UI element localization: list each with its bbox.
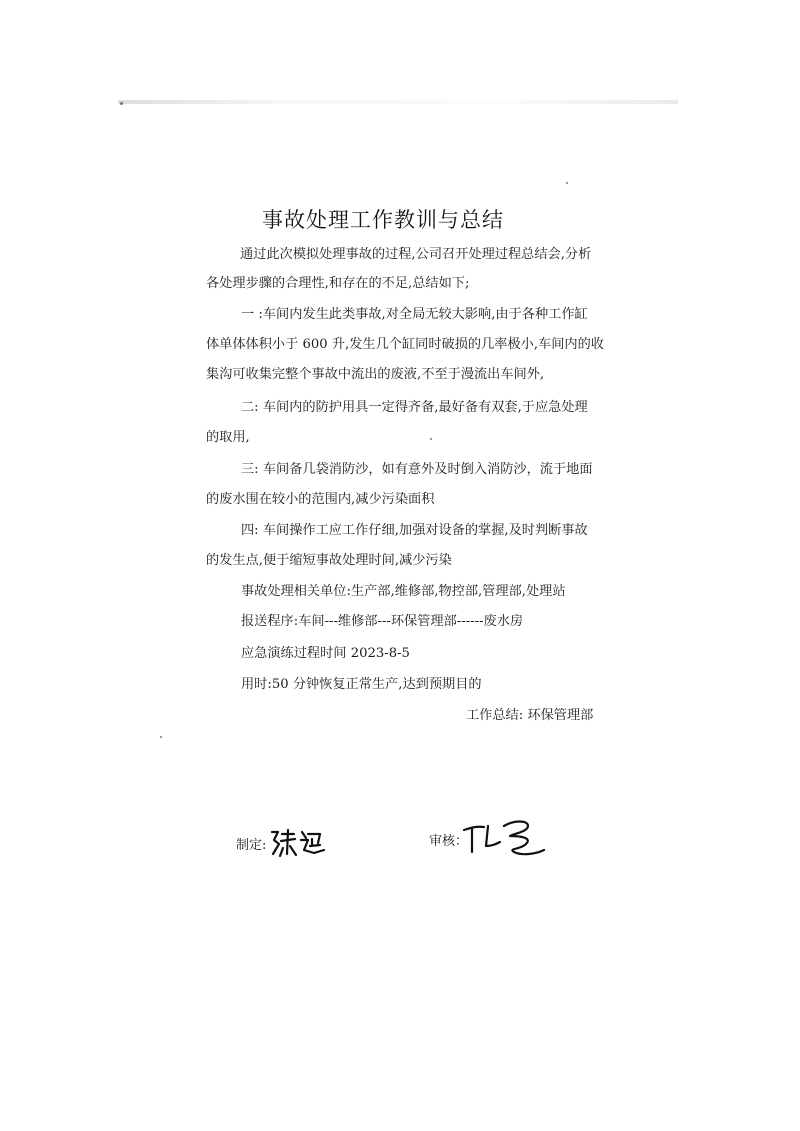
scan-speck [566, 182, 568, 184]
body-line: 报送程序:车间---维修部---环保管理部------废水房 [241, 614, 524, 629]
body-line: 集沟可收集完整个事故中流出的废液,不至于漫流出车间外, [206, 367, 545, 382]
body-line: 事故处理相关单位:生产部,维修部,物控部,管理部,处理站 [241, 584, 566, 599]
body-line: 各处理步骤的合理性,和存在的不足,总结如下; [206, 276, 470, 291]
body-line: 二: 车间内的防护用具一定得齐备,最好备有双套,于应急处理 [241, 400, 588, 415]
body-line: 应急演练过程时间 2023-8-5 [241, 646, 410, 661]
body-line: 通过此次模拟处理事故的过程,公司召开处理过程总结会,分析 [240, 247, 592, 262]
body-line: 的废水围在较小的范围内,减少污染面积 [206, 492, 435, 507]
reviewed-by-label: 审核： [429, 834, 469, 849]
scan-speck [160, 736, 162, 738]
prepared-by-label: 制定: [236, 838, 267, 853]
body-line: 的发生点,便于缩短事故处理时间,减少污染 [206, 553, 452, 568]
body-line: 一 :车间内发生此类事故,对全局无较大影响,由于各种工作缸 [241, 307, 588, 322]
scan-speck [120, 102, 123, 105]
prepared-by-signature [268, 826, 328, 864]
document-title: 事故处理工作教训与总结 [262, 208, 504, 232]
body-line: 三: 车间备几袋消防沙，如有意外及时倒入消防沙，流于地面 [241, 462, 593, 477]
scan-speck [430, 438, 432, 440]
body-line: 体单体体积小于 600 升,发生几个缸同时破损的几率极小,车间内的收 [206, 337, 604, 352]
reviewed-by-signature [462, 816, 552, 866]
body-line: 用时:50 分钟恢复正常生产,达到预期目的 [241, 677, 482, 692]
body-line: 四: 车间操作工应工作仔细,加强对设备的掌握,及时判断事故 [241, 523, 588, 538]
body-line: 的取用, [206, 430, 250, 445]
scan-edge [118, 100, 678, 104]
summary-author: 工作总结: 环保管理部 [466, 708, 594, 723]
